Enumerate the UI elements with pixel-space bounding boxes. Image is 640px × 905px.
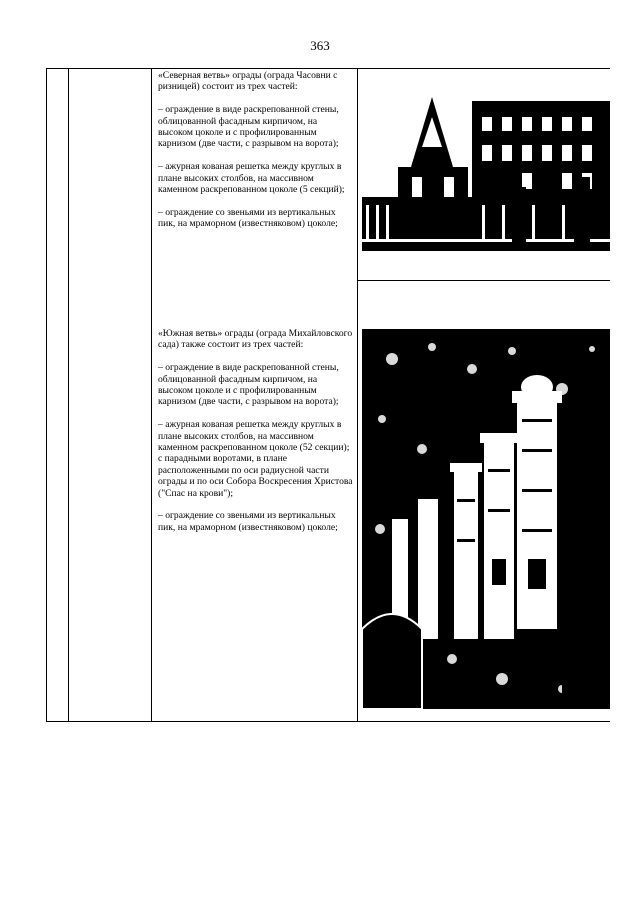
north-fence-photo [362, 77, 610, 251]
south-fence-photo [362, 329, 610, 709]
north-branch-item-2: – ажурная кованая решетка между круглых в плане высоких столбов, на массивном каменном раскрепованном цоколе (5 секций); [158, 161, 345, 196]
column-divider-3 [357, 69, 358, 721]
page-number: 363 [310, 38, 330, 53]
column-divider-2 [151, 69, 152, 721]
north-branch-item-1: – ограждение в виде раскрепованной стены, облицованной фасадным кирпичом, на высоком цоколе и с профилированным карнизом (две части, с разрывом на ворота); [158, 104, 339, 150]
north-branch-description [158, 70, 354, 230]
north-branch-item-3: – ограждение со звеньями из вертикальных пик, на мраморном (известняковом) цоколе; [158, 206, 338, 230]
south-branch-intro: «Южная ветвь» ограды (ограда Михайловского сада) также состоит из трех частей: [158, 328, 353, 351]
column-divider-1 [68, 69, 69, 721]
north-branch-intro: «Северная ветвь» ограды (ограда Часовни с ризницей) состоит из трех частей: [158, 70, 338, 93]
south-branch-item-3: – ограждение со звеньями из вертикальных пик, на мраморном (известняковом) цоколе; [158, 510, 338, 533]
row-divider-photos [357, 280, 610, 281]
south-branch-item-2: – ажурная кованая решетка между круглых в плане высоких столбов, на массивном каменном раскрепованном цоколе (52 секции); с парадными воротами, в плане расположенными по оси радиусной части ограды и по оси Собора Воскресения Христова ("Спас на крови"); [158, 419, 353, 499]
south-branch-item-1: – ограждение в виде раскрепованной стены, облицованной фасадным кирпичом, на высоком цоколе и с профилированным карнизом (две части, с разрывом на ворота); [158, 362, 339, 408]
heritage-table [46, 68, 610, 722]
south-branch-description [158, 328, 354, 533]
table-border-left [46, 69, 47, 721]
